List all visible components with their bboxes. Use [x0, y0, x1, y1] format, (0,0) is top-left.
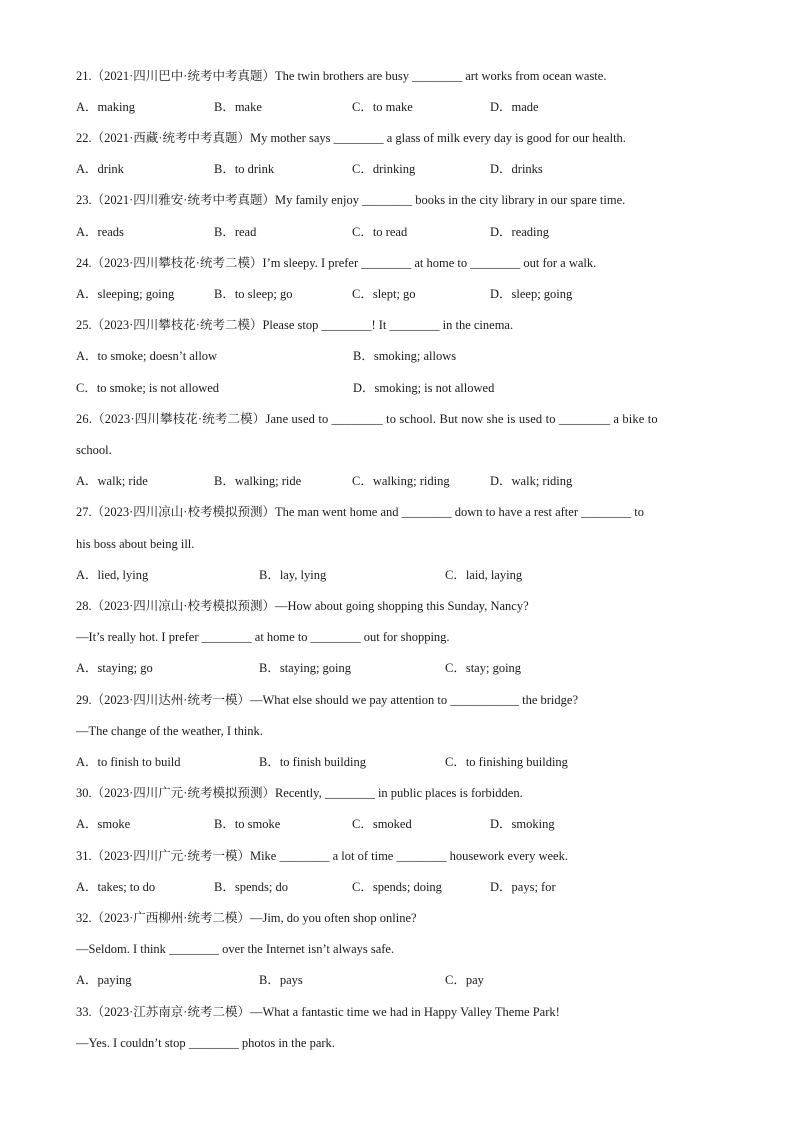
option-b[interactable]: B．staying; going	[259, 661, 352, 675]
option-c[interactable]: C．walking; riding	[352, 474, 450, 488]
option-c[interactable]: C．laid, laying	[445, 568, 523, 582]
question-26-stem: 26.（2023·四川攀枝花·统考二模）Jane used to ________ to school. But now she is used to ________ a bike to	[76, 412, 658, 426]
option-c[interactable]: C．to smoke; is not allowed	[76, 381, 220, 395]
option-a[interactable]: A．to finish to build	[76, 755, 181, 769]
question-25-stem: 25.（2023·四川攀枝花·统考二模）Please stop ________! It ________ in the cinema.	[76, 318, 514, 332]
option-a[interactable]: A．reads	[76, 225, 124, 239]
question-28-stem: 28.（2023·四川凉山·校考模拟预测）—How about going shopping this Sunday, Nancy?	[76, 599, 529, 613]
question-27-stem: 27.（2023·四川凉山·校考模拟预测）The man went home and ________ down to have a rest after ________ to	[76, 505, 644, 519]
question-29-stem: 29.（2023·四川达州·统考一模）—What else should we pay attention to ___________ the bridge?	[76, 693, 579, 707]
option-c[interactable]: C．spends; doing	[352, 880, 442, 894]
option-c[interactable]: C．drinking	[352, 162, 416, 176]
option-b[interactable]: B．to drink	[214, 162, 275, 176]
option-c[interactable]: C．stay; going	[445, 661, 522, 675]
option-a[interactable]: A．staying; go	[76, 661, 153, 675]
option-b[interactable]: B．walking; ride	[214, 474, 302, 488]
option-c[interactable]: C．smoked	[352, 817, 412, 831]
option-a[interactable]: A．to smoke; doesn’t allow	[76, 349, 218, 363]
question-24-stem: 24.（2023·四川攀枝花·统考二模）I’m sleepy. I prefer ________ at home to ________ out for a walk.	[76, 256, 597, 270]
option-c[interactable]: C．slept; go	[352, 287, 416, 301]
question-23-stem: 23.（2021·四川雅安·统考中考真题）My family enjoy ________ books in the city library in our spare time.	[76, 193, 626, 207]
option-d[interactable]: D．pays; for	[490, 880, 556, 894]
option-c[interactable]: C．to read	[352, 225, 408, 239]
question-30-stem: 30.（2023·四川广元·统考模拟预测）Recently, ________ in public places is forbidden.	[76, 786, 523, 800]
question-21-stem: 21.（2021·四川巴中·统考中考真题）The twin brothers are busy ________ art works from ocean waste.	[76, 69, 607, 83]
option-b[interactable]: B．to sleep; go	[214, 287, 293, 301]
option-a[interactable]: A．making	[76, 100, 136, 114]
question-32-stem: 32.（2023·广西柳州·统考二模）—Jim, do you often shop online?	[76, 911, 417, 925]
option-d[interactable]: D．walk; riding	[490, 474, 573, 488]
option-b[interactable]: B．lay, lying	[259, 568, 327, 582]
option-c[interactable]: C．pay	[445, 973, 484, 987]
option-c[interactable]: C．to make	[352, 100, 413, 114]
option-b[interactable]: B．to finish building	[259, 755, 366, 769]
option-d[interactable]: D．smoking	[490, 817, 555, 831]
question-28-stem-cont: —It’s really hot. I prefer ________ at home to ________ out for shopping.	[76, 630, 450, 644]
option-b[interactable]: B．make	[214, 100, 262, 114]
option-b[interactable]: B．to smoke	[214, 817, 281, 831]
option-a[interactable]: A．paying	[76, 973, 132, 987]
option-d[interactable]: D．smoking; is not allowed	[353, 381, 495, 395]
question-29-stem-cont: —The change of the weather, I think.	[76, 724, 263, 738]
option-c[interactable]: C．to finishing building	[445, 755, 568, 769]
option-b[interactable]: B．spends; do	[214, 880, 288, 894]
question-33-stem: 33.（2023·江苏南京·统考二模）—What a fantastic time we had in Happy Valley Theme Park!	[76, 1005, 560, 1019]
question-27-stem-cont: his boss about being ill.	[76, 537, 195, 551]
option-d[interactable]: D．reading	[490, 225, 550, 239]
option-a[interactable]: A．drink	[76, 162, 124, 176]
question-26-stem-cont: school.	[76, 443, 112, 457]
option-d[interactable]: D．made	[490, 100, 539, 114]
option-a[interactable]: A．takes; to do	[76, 880, 156, 894]
option-a[interactable]: A．walk; ride	[76, 474, 148, 488]
option-a[interactable]: A．smoke	[76, 817, 131, 831]
option-a[interactable]: A．sleeping; going	[76, 287, 175, 301]
option-a[interactable]: A．lied, lying	[76, 568, 149, 582]
option-d[interactable]: D．drinks	[490, 162, 543, 176]
option-b[interactable]: B．smoking; allows	[353, 349, 457, 363]
option-b[interactable]: B．pays	[259, 973, 303, 987]
option-b[interactable]: B．read	[214, 225, 257, 239]
option-d[interactable]: D．sleep; going	[490, 287, 573, 301]
question-31-stem: 31.（2023·四川广元·统考一模）Mike ________ a lot of time ________ housework every week.	[76, 849, 568, 863]
question-33-stem-cont: —Yes. I couldn’t stop ________ photos in the park.	[76, 1036, 335, 1050]
question-32-stem-cont: —Seldom. I think ________ over the Internet isn’t always safe.	[76, 942, 395, 956]
question-22-stem: 22.（2021·西藏·统考中考真题）My mother says ________ a glass of milk every day is good for our health.	[76, 131, 626, 145]
